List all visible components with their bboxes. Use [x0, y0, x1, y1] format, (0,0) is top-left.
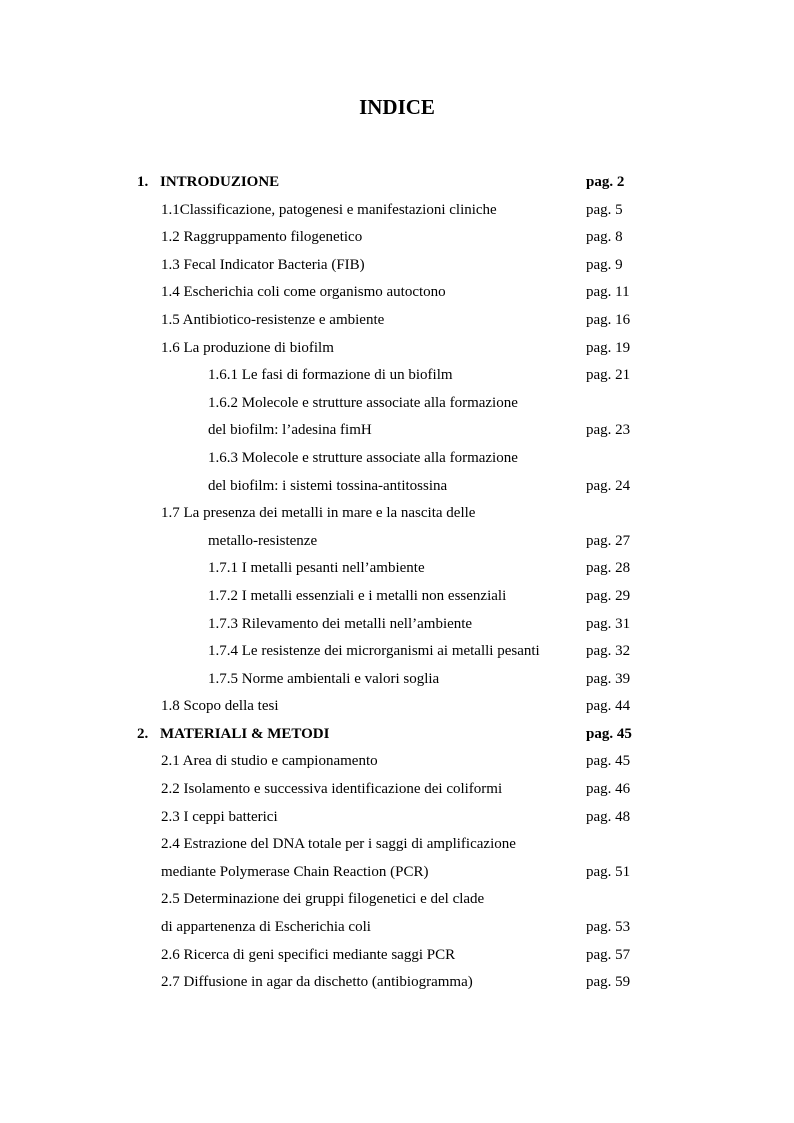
toc-entry-title: 1.7.3 Rilevamento dei metalli nell’ambiente	[208, 615, 473, 632]
toc-entry-title: 1.5 Antibiotico-resistenze e ambiente	[161, 311, 385, 328]
toc-entry-title: 1.6.2 Molecole e strutture associate alla formazione	[208, 394, 518, 411]
table-of-contents	[0, 169, 794, 997]
toc-entry-title: 1.6.1 Le fasi di formazione di un biofilm	[208, 367, 453, 384]
toc-entry-page: pag. 16	[586, 311, 631, 328]
toc-entry	[0, 831, 794, 859]
toc-entry	[0, 942, 794, 970]
toc-entry	[0, 859, 794, 887]
toc-entry	[0, 390, 794, 418]
toc-entry	[0, 969, 794, 997]
toc-entry-title: 1.3 Fecal Indicator Bacteria (FIB)	[161, 256, 365, 273]
toc-entry	[0, 224, 794, 252]
toc-entry-title: MATERIALI & METODI	[160, 725, 330, 742]
toc-entry	[0, 307, 794, 335]
toc-entry-page: pag. 19	[586, 339, 631, 356]
toc-entry-title: di appartenenza di Escherichia coli	[161, 919, 371, 936]
toc-entry	[0, 721, 794, 749]
toc-entry-title: metallo-resistenze	[208, 532, 318, 549]
toc-entry	[0, 528, 794, 556]
toc-entry-title: INTRODUZIONE	[160, 174, 280, 190]
toc-entry	[0, 169, 794, 197]
toc-entry	[0, 445, 794, 473]
toc-entry	[0, 279, 794, 307]
toc-entry	[0, 583, 794, 611]
toc-entry-page: pag. 45	[586, 725, 632, 742]
toc-entry	[0, 611, 794, 639]
toc-entry-page: pag. 48	[586, 808, 631, 825]
toc-entry	[0, 362, 794, 390]
toc-entry-title: 2.1 Area di studio e campionamento	[161, 753, 378, 770]
toc-entry-page: pag. 11	[586, 284, 630, 301]
toc-entry-page: pag. 51	[586, 863, 631, 880]
toc-entry	[0, 638, 794, 666]
toc-entry-page: pag. 29	[586, 587, 631, 604]
toc-entry-title: 1.6.3 Molecole e strutture associate alla formazione	[208, 449, 518, 466]
toc-entry-page: pag. 27	[586, 532, 631, 549]
toc-entry-title: del biofilm: l’adesina fimH	[208, 422, 372, 439]
toc-entry-page: pag. 32	[586, 643, 631, 660]
toc-entry	[0, 804, 794, 832]
toc-entry-title: 1.7.1 I metalli pesanti nell’ambiente	[208, 560, 425, 577]
toc-entry	[0, 693, 794, 721]
toc-entry	[0, 417, 794, 445]
toc-entry-page: pag. 57	[586, 946, 631, 963]
toc-entry	[0, 748, 794, 776]
toc-entry-title: 1.2 Raggruppamento filogenetico	[161, 229, 363, 246]
toc-entry-title: 2.7 Diffusione in agar da dischetto (antibiogramma)	[161, 974, 473, 991]
page-title: INDICE	[359, 95, 435, 119]
toc-entry-title: 1.7 La presenza dei metalli in mare e la nascita delle	[161, 505, 476, 522]
toc-entry-page: pag. 45	[586, 753, 631, 770]
toc-entry-title: 1.1Classificazione, patogenesi e manifestazioni cliniche	[161, 201, 497, 218]
toc-entry-title: 2.6 Ricerca di geni specifici mediante saggi PCR	[161, 946, 456, 963]
toc-entry-page: pag. 2	[586, 174, 625, 190]
toc-entry	[0, 252, 794, 280]
toc-entry	[0, 473, 794, 501]
toc-entry	[0, 914, 794, 942]
toc-entry-page: pag. 21	[586, 367, 631, 384]
toc-entry-title: 2.3 I ceppi batterici	[161, 808, 278, 825]
toc-entry	[0, 500, 794, 528]
toc-entry-title: 1.4 Escherichia coli come organismo autoctono	[161, 284, 446, 301]
toc-entry-title: 1.7.5 Norme ambientali e valori soglia	[208, 670, 440, 687]
toc-entry-page: pag. 39	[586, 670, 631, 687]
toc-entry	[0, 335, 794, 363]
toc-entry-page: pag. 24	[586, 477, 631, 494]
toc-entry-title: 2.5 Determinazione dei gruppi filogenetici e del clade	[161, 891, 485, 908]
toc-entry	[0, 776, 794, 804]
toc-entry-number: 1.	[137, 174, 149, 190]
toc-entry-page: pag. 8	[586, 229, 623, 246]
toc-entry-page: pag. 9	[586, 256, 623, 273]
toc-entry	[0, 666, 794, 694]
toc-entry-title: 1.7.4 Le resistenze dei microrganismi ai metalli pesanti	[208, 643, 540, 660]
toc-entry-page: pag. 23	[586, 422, 631, 439]
toc-entry	[0, 886, 794, 914]
toc-entry-page: pag. 5	[586, 201, 623, 218]
toc-entry-page: pag. 28	[586, 560, 631, 577]
toc-entry-page: pag. 53	[586, 919, 631, 936]
toc-entry-number: 2.	[137, 725, 149, 742]
toc-entry-title: 2.4 Estrazione del DNA totale per i saggi di amplificazione	[161, 836, 516, 853]
toc-entry-title: 1.8 Scopo della tesi	[161, 698, 279, 715]
toc-entry-title: 1.6 La produzione di biofilm	[161, 339, 334, 356]
toc-entry-page: pag. 44	[586, 698, 631, 715]
toc-entry-title: 2.2 Isolamento e successiva identificazione dei coliformi	[161, 781, 503, 798]
toc-entry	[0, 197, 794, 225]
toc-entry-title: mediante Polymerase Chain Reaction (PCR)	[161, 863, 429, 880]
toc-entry-page: pag. 31	[586, 615, 631, 632]
toc-entry-title: 1.7.2 I metalli essenziali e i metalli non essenziali	[208, 587, 507, 604]
toc-entry-page: pag. 46	[586, 781, 631, 798]
toc-entry	[0, 555, 794, 583]
toc-entry-title: del biofilm: i sistemi tossina-antitossina	[208, 477, 448, 494]
toc-entry-page: pag. 59	[586, 974, 631, 991]
